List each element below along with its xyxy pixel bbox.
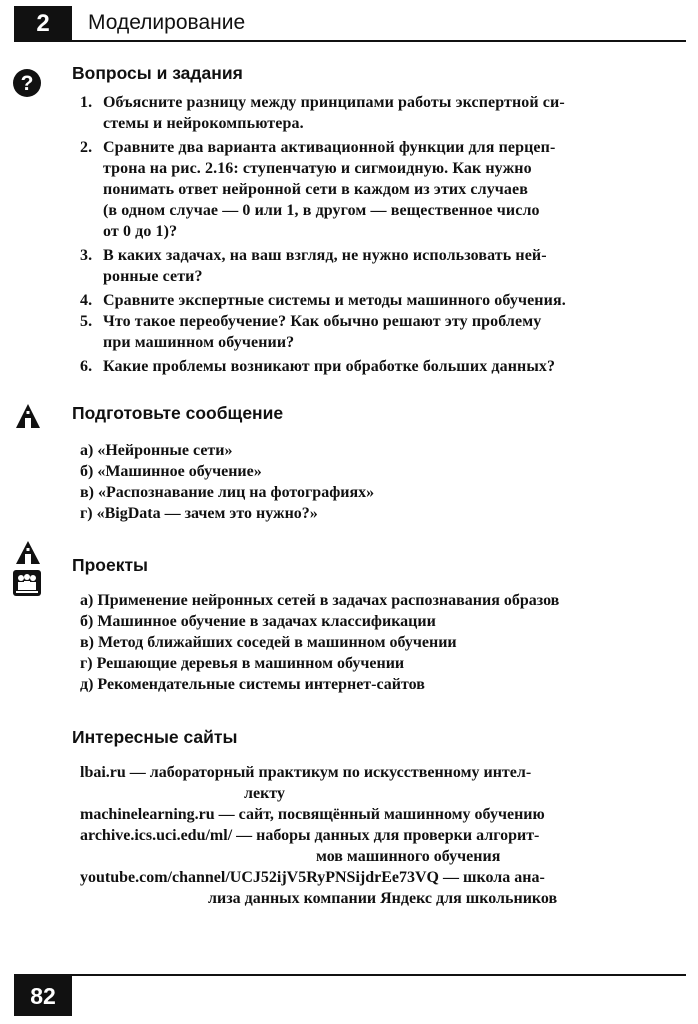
- site-link[interactable]: machinelearning.ru: [80, 806, 215, 823]
- house-icon: [14, 402, 42, 430]
- question-number: 5.: [80, 313, 93, 330]
- question-item: [80, 311, 101, 332]
- report-heading: Подготовьте сообщение: [72, 403, 284, 423]
- list-item: б) «Машинное обучение»: [80, 463, 262, 480]
- questions-heading: Вопросы и задания: [72, 63, 243, 83]
- list-item: в) Метод ближайших соседей в машинном обучении: [80, 634, 457, 651]
- group-icon: [13, 570, 41, 596]
- site-description-continued: мов машинного обучения: [316, 848, 501, 865]
- question-line: стемы и нейрокомпьютера.: [103, 115, 304, 132]
- question-item: [80, 92, 101, 113]
- site-link[interactable]: youtube.com/channel/UCJ52ijV5RyPNSijdrEe73VQ: [80, 869, 439, 886]
- page-number: 82: [14, 976, 72, 1016]
- question-item: [80, 290, 101, 311]
- question-line: понимать ответ нейронной сети в каждом из этих случаев: [103, 181, 528, 198]
- site-entry: [80, 762, 531, 783]
- site-description: — наборы данных для проверки алгорит-: [232, 827, 540, 844]
- site-description: — лабораторный практикум по искусственному интел-: [125, 764, 532, 781]
- question-mark-icon: [12, 68, 42, 98]
- footer-rule: [14, 974, 686, 976]
- site-description-continued: лекту: [244, 785, 285, 802]
- question-item: [80, 245, 101, 266]
- question-item: [80, 137, 101, 158]
- question-line: Объясните разницу между принципами работы экспертной си-: [103, 94, 565, 111]
- list-item: г) Решающие деревья в машинном обучении: [80, 655, 405, 672]
- list-item: г) «BigData — зачем это нужно?»: [80, 505, 318, 522]
- question-number: 2.: [80, 139, 93, 156]
- list-item: б) Машинное обучение в задачах классификации: [80, 613, 436, 630]
- question-item: [80, 356, 101, 377]
- site-link[interactable]: lbai.ru: [80, 764, 126, 781]
- question-line: от 0 до 1)?: [103, 223, 178, 240]
- question-line: В каких задачах, на ваш взгляд, не нужно использовать ней-: [103, 247, 547, 264]
- site-link[interactable]: archive.ics.uci.edu/ml/: [80, 827, 233, 844]
- list-item: д) Рекомендательные системы интернет-сайтов: [80, 676, 425, 693]
- question-line: ронные сети?: [103, 268, 203, 285]
- list-item: а) «Нейронные сети»: [80, 442, 233, 459]
- house-icon: [14, 540, 42, 566]
- question-line: Сравните экспертные системы и методы машинного обучения.: [103, 292, 566, 309]
- list-item: в) «Распознавание лиц на фотографиях»: [80, 484, 375, 501]
- site-description-continued: лиза данных компании Яндекс для школьников: [208, 890, 558, 907]
- site-entry: [80, 804, 545, 825]
- question-line: при машинном обучении?: [103, 334, 295, 351]
- question-number: 3.: [80, 247, 93, 264]
- projects-heading: Проекты: [72, 555, 148, 575]
- chapter-title: Моделирование: [88, 11, 246, 34]
- chapter-number: 2: [14, 6, 72, 42]
- list-item: а) Применение нейронных сетей в задачах распознавания образов: [80, 592, 560, 609]
- question-line: трона на рис. 2.16: ступенчатую и сигмоидную. Как нужно: [103, 160, 532, 177]
- site-entry: [80, 825, 539, 846]
- site-description: — школа ана-: [439, 869, 545, 886]
- question-number: 1.: [80, 94, 93, 111]
- header-rule: [72, 40, 686, 42]
- question-line: Что такое переобучение? Как обычно решают эту проблему: [103, 313, 542, 330]
- site-entry: [80, 867, 545, 888]
- question-number: 6.: [80, 358, 93, 375]
- question-line: Сравните два варианта активационной функции для перцеп-: [103, 139, 556, 156]
- question-line: (в одном случае — 0 или 1, в другом — вещественное число: [103, 202, 540, 219]
- svg-text:?: ?: [20, 72, 34, 95]
- site-description: — сайт, посвящённый машинному обучению: [214, 806, 545, 823]
- sites-heading: Интересные сайты: [72, 727, 238, 747]
- question-line: Какие проблемы возникают при обработке больших данных?: [103, 358, 556, 375]
- question-number: 4.: [80, 292, 93, 309]
